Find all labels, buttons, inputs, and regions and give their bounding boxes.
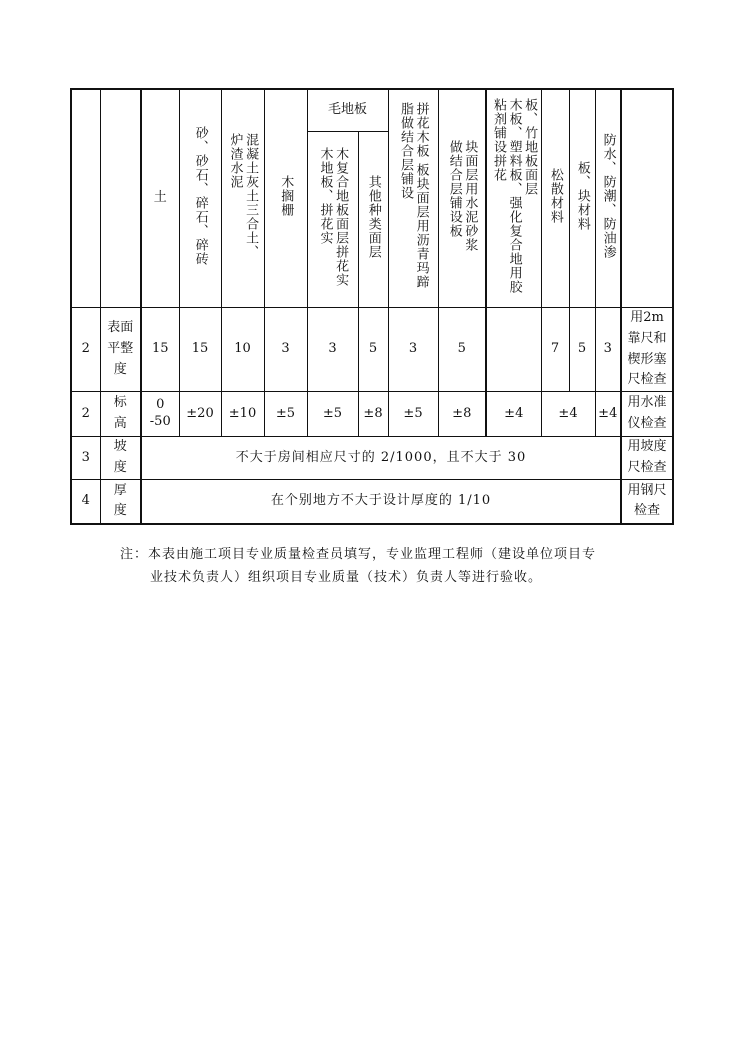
cell: 0 -50 [141, 392, 179, 437]
header-soil [141, 89, 179, 308]
row-item: 标高 [100, 392, 141, 437]
header-sand [179, 89, 221, 308]
header-block [438, 89, 486, 308]
cell: 3 [264, 308, 307, 392]
header-text [574, 161, 590, 231]
header-line: 脂做结合层铺设 [398, 101, 414, 200]
footnote [120, 543, 596, 589]
footnote-line: 注：本表由施工项目专业质量检查员填写，专业监理工程师（建设单位项目专 [120, 547, 597, 562]
header-no [71, 89, 100, 308]
row-method: 用2m靠尺和楔形塞尺检查 [621, 308, 673, 392]
row-method: 用坡度尺检查 [621, 437, 673, 480]
row-method: 用水准仪检查 [621, 392, 673, 437]
cell: 3 [388, 308, 438, 392]
cell: ±4 [595, 392, 621, 437]
cell: ±8 [358, 392, 388, 437]
header-text [365, 175, 381, 259]
header-other [358, 132, 388, 308]
header-parquet [388, 89, 438, 308]
cell: 15 [179, 308, 221, 392]
header-wood-board [486, 89, 541, 308]
header-wood-floor [307, 132, 358, 308]
header-joist [264, 89, 307, 308]
header-text [397, 102, 428, 289]
span-cell: 在个别地方不大于设计厚度的 1/10 [141, 480, 621, 524]
row-no: 2 [71, 392, 100, 437]
header-line: 防水、防潮、防油渗 [600, 132, 616, 259]
footnote-line: 业技术负责人）组织项目专业质量（技术）负责人等进行验收。 [150, 570, 543, 585]
header-line: 木复合地板面层拼花实 [333, 146, 349, 287]
table-row [71, 308, 673, 392]
row-method: 用钢尺检查 [621, 480, 673, 524]
cell: ±4 [486, 392, 541, 437]
cell: ±10 [221, 392, 264, 437]
header-line: 木地板、拼花实 [317, 146, 333, 245]
header-line: 松散材料 [547, 167, 563, 224]
header-line: 木搁栅 [278, 174, 294, 217]
header-line: 粘剂铺设拼花 [490, 97, 506, 182]
header-line: 板、块材料 [574, 160, 590, 231]
header-line: 砂、砂石、碎石、碎砖 [192, 125, 208, 266]
header-waterproof [595, 89, 621, 308]
header-text: 毛地板 [328, 102, 368, 118]
row-no: 3 [71, 437, 100, 480]
header-line: 混凝土灰土三合土、 [243, 132, 259, 259]
cell: 5 [569, 308, 595, 392]
cell: ±5 [307, 392, 358, 437]
cell: 3 [595, 308, 621, 392]
header-line: 板、竹地板面层 [522, 97, 538, 196]
header-concrete [221, 89, 264, 308]
header-text [317, 147, 348, 287]
cell [486, 308, 541, 392]
tolerance-table [70, 88, 674, 525]
header-text [192, 126, 208, 266]
table-row [71, 480, 673, 524]
row-no: 2 [71, 308, 100, 392]
header-text [600, 133, 616, 259]
cell: 7 [541, 308, 569, 392]
header-line: 做结合层铺设板 [446, 139, 462, 238]
header-method [621, 89, 673, 308]
header-text [490, 98, 537, 294]
header-line: 拼花木板 板块面层用沥青玛蹄 [413, 101, 429, 290]
header-text [446, 140, 477, 252]
header-line: 块面层用水泥砂浆 [462, 139, 478, 252]
row-item: 坡度 [100, 437, 141, 480]
row-no: 4 [71, 480, 100, 524]
header-text: 土 [153, 190, 167, 206]
header-text [278, 175, 294, 217]
row-item: 厚度 [100, 480, 141, 524]
cell: ±5 [388, 392, 438, 437]
header-loose [541, 89, 569, 308]
cell: 5 [438, 308, 486, 392]
cell: ±4 [541, 392, 595, 437]
header-line: 木板、塑料板、强化复合地用胶 [506, 97, 522, 294]
table-row [71, 392, 673, 437]
cell: 10 [221, 308, 264, 392]
table-row [71, 437, 673, 480]
header-item [100, 89, 141, 308]
cell: ±5 [264, 392, 307, 437]
row-item: 表面平整度 [100, 308, 141, 392]
header-line: 其他种类面层 [365, 174, 381, 259]
cell: ±8 [438, 392, 486, 437]
header-text [547, 168, 563, 224]
header-text [227, 133, 258, 259]
cell: 15 [141, 308, 179, 392]
header-slab [569, 89, 595, 308]
header-rough-board [307, 89, 388, 132]
header-line: 炉渣水泥 [227, 132, 243, 189]
span-cell: 不大于房间相应尺寸的 2/1000，且不大于 30 [141, 437, 621, 480]
cell: 3 [307, 308, 358, 392]
cell: 5 [358, 308, 388, 392]
cell: ±20 [179, 392, 221, 437]
